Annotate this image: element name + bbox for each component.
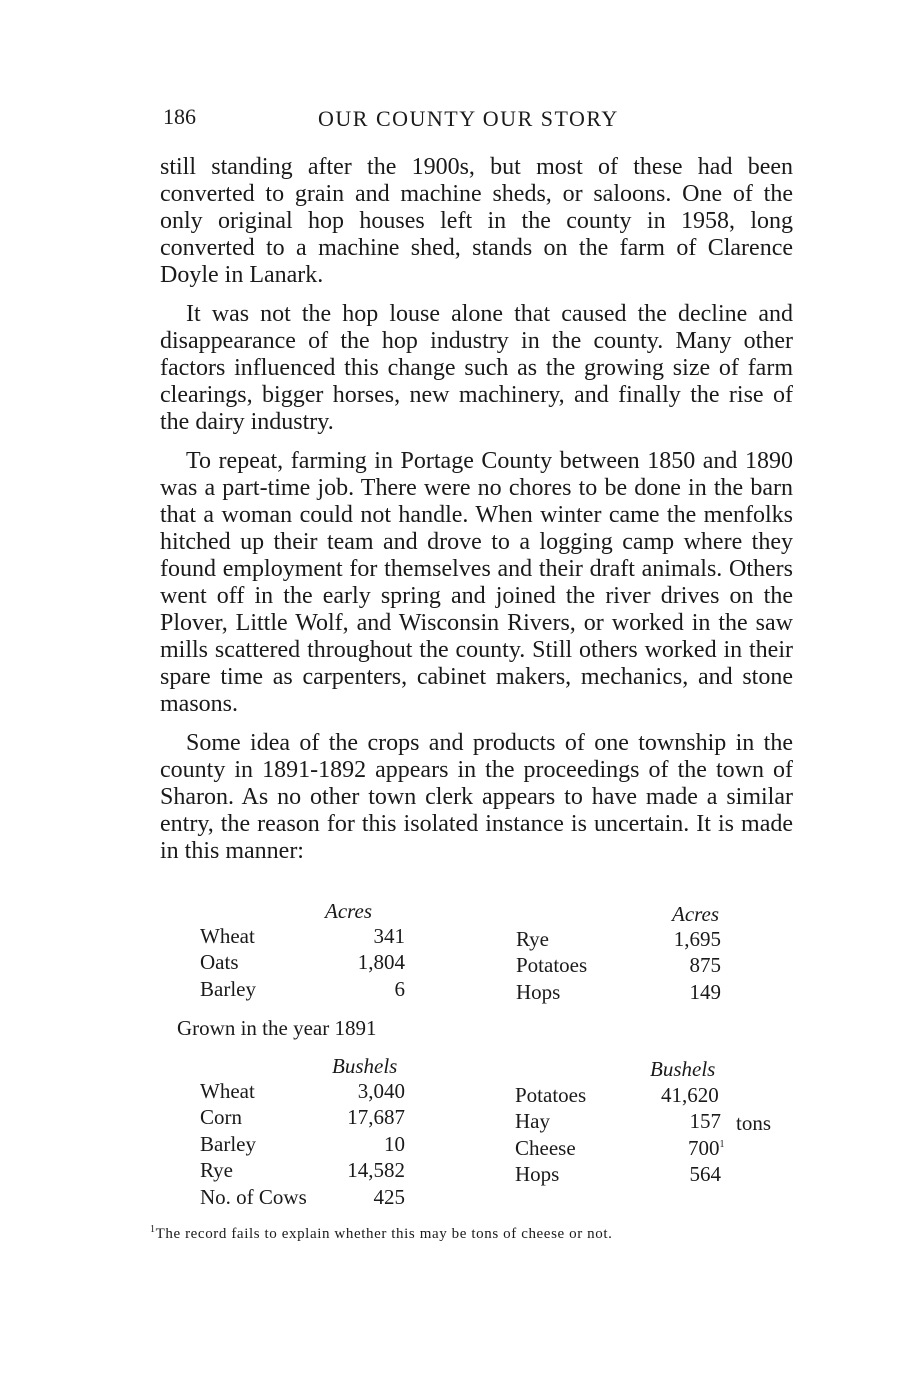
footnote-mark: 1 bbox=[150, 1224, 156, 1235]
bushels-value bbox=[688, 1136, 725, 1161]
acres-header-right: Acres bbox=[672, 902, 720, 926]
footnote-ref[interactable]: 1 bbox=[719, 1139, 725, 1150]
bushels-crop: Potatoes bbox=[515, 1083, 587, 1107]
bushels-value: 3,040 bbox=[357, 1079, 405, 1103]
acres-crop: Wheat bbox=[200, 924, 255, 948]
bushels-value: 41,620 bbox=[661, 1083, 719, 1107]
page-number: 186 bbox=[163, 104, 196, 129]
bushels-value: 10 bbox=[384, 1132, 405, 1156]
paragraph: still standing after the 1900s, but most of these had been converted to grain and machine sheds, or saloons. One of the only original hop houses left in the county in 1958, long converted to a machine shed, stands on the farm of Clarence Doyle in Lanark. bbox=[160, 154, 793, 288]
paragraph: Some idea of the crops and products of one township in the county in 1891-1892 appears in the proceedings of the town of Sharon. As no other town clerk appears to have made a similar entry, the reason for this isolated instance is uncertain. It is made in this manner: bbox=[160, 730, 793, 864]
page-header bbox=[163, 104, 793, 136]
acres-value: 6 bbox=[394, 977, 405, 1001]
acres-crop: Barley bbox=[200, 977, 256, 1001]
acres-crop: Hops bbox=[516, 980, 561, 1004]
bushels-value: 564 bbox=[689, 1162, 721, 1186]
footnote bbox=[150, 1226, 612, 1243]
paragraph: It was not the hop louse alone that caused the decline and disappearance of the hop industry in the county. Many other factors influenced this change such as the growing size of farm clearings, bigger horses, new machinery, and finally the rise of the dairy industry. bbox=[160, 301, 793, 435]
running-title: OUR COUNTY OUR STORY bbox=[318, 106, 619, 131]
cheese-value: 700 bbox=[688, 1136, 720, 1160]
body-text bbox=[160, 154, 793, 877]
bushels-unit-suffix: tons bbox=[736, 1111, 772, 1135]
acres-value: 1,804 bbox=[357, 950, 405, 974]
acres-value: 875 bbox=[689, 953, 721, 977]
footnote-text: The record fails to explain whether this may be tons of cheese or not. bbox=[155, 1226, 613, 1242]
acres-crop: Oats bbox=[200, 950, 239, 974]
bushels-crop: Hay bbox=[515, 1109, 550, 1133]
bushels-crop: Wheat bbox=[200, 1079, 255, 1103]
bushels-crop: Hops bbox=[515, 1162, 560, 1186]
acres-value: 149 bbox=[689, 980, 721, 1004]
paragraph: To repeat, farming in Portage County between 1850 and 1890 was a part-time job. There were no chores to be done in the barn that a woman could not handle. When winter came the menfolks hitched up their team and drove to a logging camp where they found employment for themselves and their draft animals. Others went off in the early spring and joined the river drives on the Plover, Little Wolf, and Wisconsin Rivers, or worked in the saw mills scattered throughout the county. Still others worked in their spare time as carpenters, cabinet makers, mechanics, and stone masons. bbox=[160, 448, 793, 717]
bushels-crop: Corn bbox=[200, 1105, 242, 1129]
acres-value: 341 bbox=[373, 924, 405, 948]
bushels-value: 157 bbox=[689, 1109, 721, 1133]
acres-value: 1,695 bbox=[673, 927, 721, 951]
bushels-value: 14,582 bbox=[347, 1158, 405, 1182]
bushels-crop: Barley bbox=[200, 1132, 256, 1156]
bushels-crop: Cheese bbox=[515, 1136, 576, 1160]
acres-crop: Rye bbox=[516, 927, 549, 951]
bushels-value: 17,687 bbox=[347, 1105, 405, 1129]
bushels-crop: No. of Cows bbox=[200, 1185, 307, 1209]
bushels-crop: Rye bbox=[200, 1158, 233, 1182]
acres-crop: Potatoes bbox=[516, 953, 588, 977]
acres-header-left: Acres bbox=[325, 899, 373, 923]
bushels-value: 425 bbox=[373, 1185, 405, 1209]
bushels-header-left: Bushels bbox=[332, 1054, 398, 1078]
grown-caption: Grown in the year 1891 bbox=[177, 1016, 377, 1040]
bushels-header-right: Bushels bbox=[650, 1057, 716, 1081]
